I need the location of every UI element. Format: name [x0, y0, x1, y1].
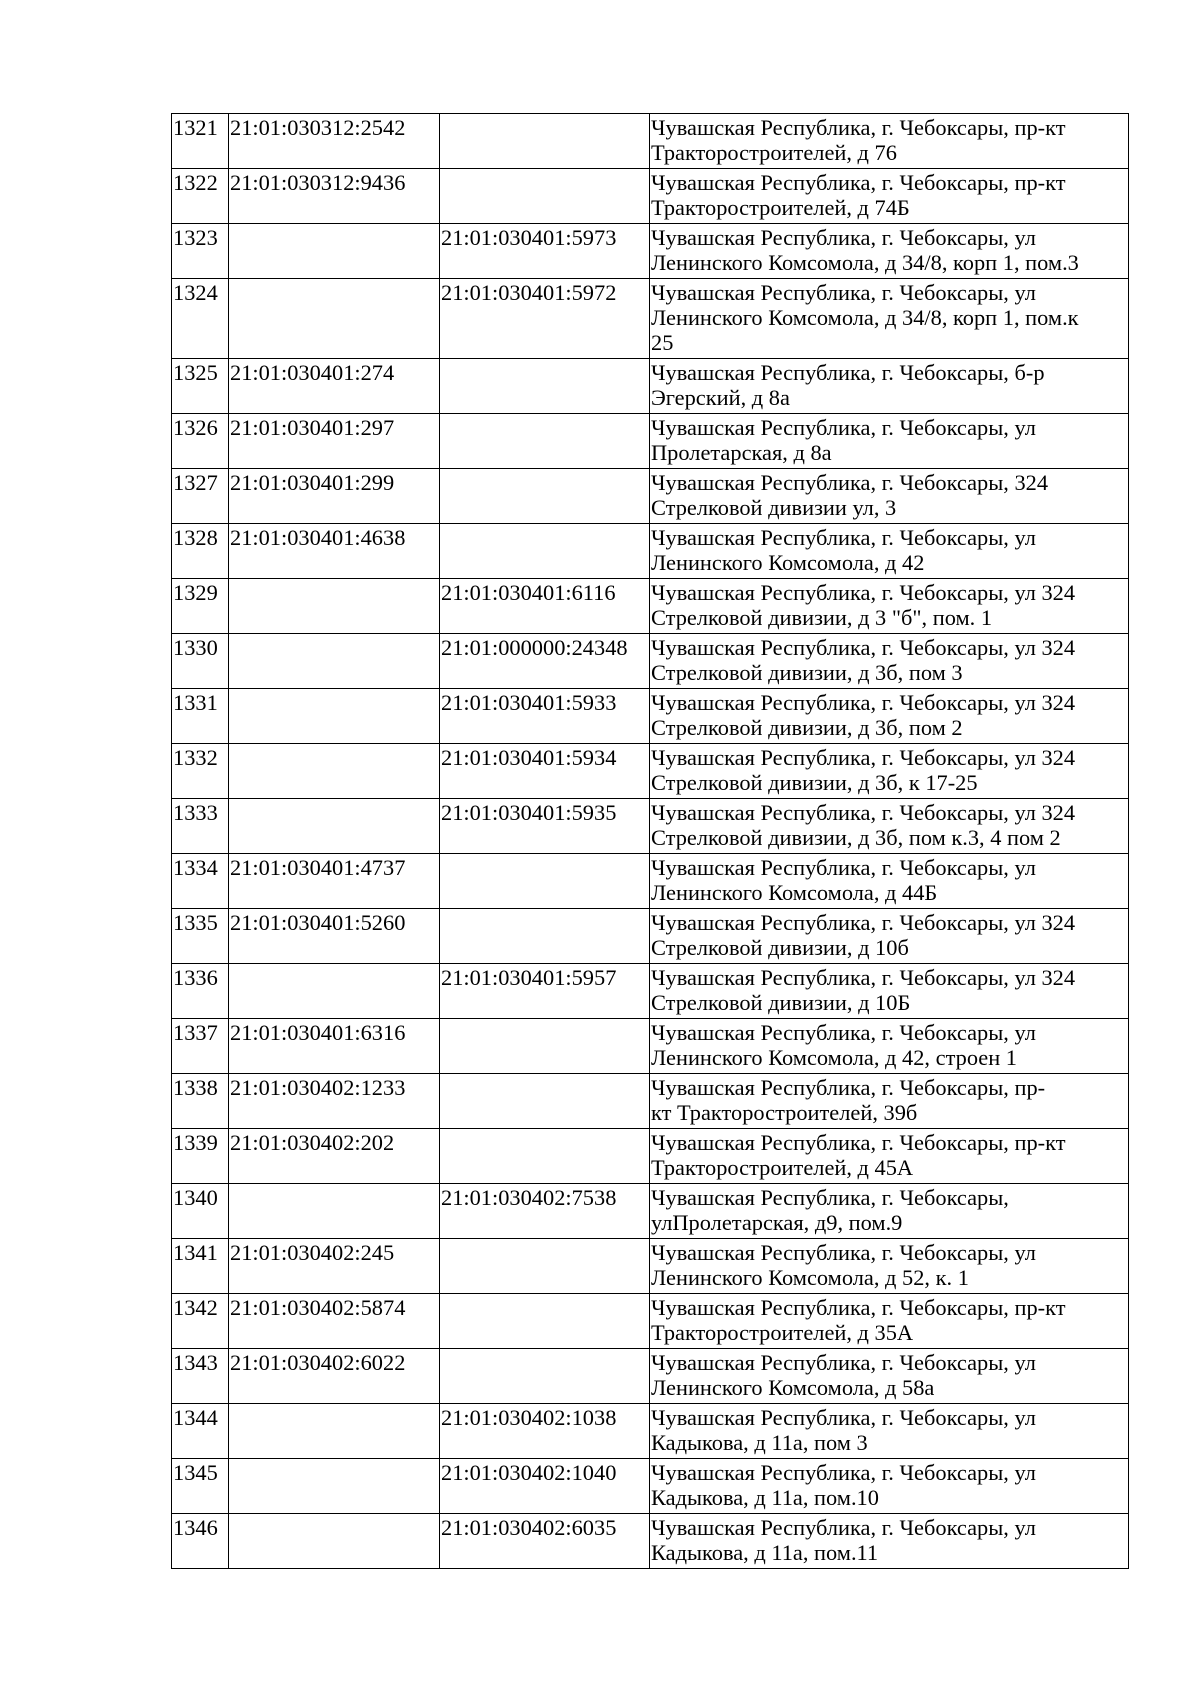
land-cadastral-number [229, 1404, 440, 1459]
table-row [172, 854, 1129, 909]
table-row [172, 114, 1129, 169]
land-cadastral-number: 21:01:030401:297 [229, 414, 440, 469]
land-cadastral-number: 21:01:030402:5874 [229, 1294, 440, 1349]
table-row [172, 224, 1129, 279]
table-row [172, 689, 1129, 744]
property-address: Чувашская Республика, г. Чебоксары, пр-кт Тракторостроителей, д 76 [650, 114, 1129, 169]
property-address: Чувашская Республика, г. Чебоксары, ул Ленинского Комсомола, д 52, к. 1 [650, 1239, 1129, 1294]
object-cadastral-number: 21:01:030402:1038 [440, 1404, 650, 1459]
object-cadastral-number: 21:01:030401:5933 [440, 689, 650, 744]
object-cadastral-number: 21:01:000000:24348 [440, 634, 650, 689]
table-row [172, 279, 1129, 359]
object-cadastral-number [440, 414, 650, 469]
object-cadastral-number: 21:01:030401:5972 [440, 279, 650, 359]
object-cadastral-number [440, 169, 650, 224]
row-number: 1327 [172, 469, 229, 524]
object-cadastral-number: 21:01:030401:6116 [440, 579, 650, 634]
property-address: Чувашская Республика, г. Чебоксары, ул Ленинского Комсомола, д 34/8, корп 1, пом.3 [650, 224, 1129, 279]
row-number: 1324 [172, 279, 229, 359]
object-cadastral-number: 21:01:030401:5973 [440, 224, 650, 279]
property-registry-table [171, 113, 1129, 1569]
registry-table-body [172, 114, 1129, 1569]
row-number: 1339 [172, 1129, 229, 1184]
object-cadastral-number [440, 1239, 650, 1294]
row-number: 1329 [172, 579, 229, 634]
table-row [172, 414, 1129, 469]
land-cadastral-number [229, 744, 440, 799]
row-number: 1343 [172, 1349, 229, 1404]
table-row [172, 799, 1129, 854]
object-cadastral-number [440, 909, 650, 964]
object-cadastral-number [440, 524, 650, 579]
property-address: Чувашская Республика, г. Чебоксары, ул Кадыкова, д 11а, пом.11 [650, 1514, 1129, 1569]
row-number: 1340 [172, 1184, 229, 1239]
land-cadastral-number: 21:01:030401:4638 [229, 524, 440, 579]
row-number: 1322 [172, 169, 229, 224]
table-row [172, 1459, 1129, 1514]
table-row [172, 1349, 1129, 1404]
row-number: 1335 [172, 909, 229, 964]
table-row [172, 524, 1129, 579]
row-number: 1330 [172, 634, 229, 689]
row-number: 1341 [172, 1239, 229, 1294]
land-cadastral-number [229, 1459, 440, 1514]
property-address: Чувашская Республика, г. Чебоксары, ул Пролетарская, д 8а [650, 414, 1129, 469]
table-row [172, 1239, 1129, 1294]
table-row [172, 1129, 1129, 1184]
land-cadastral-number [229, 634, 440, 689]
row-number: 1337 [172, 1019, 229, 1074]
object-cadastral-number [440, 359, 650, 414]
row-number: 1331 [172, 689, 229, 744]
object-cadastral-number: 21:01:030401:5934 [440, 744, 650, 799]
row-number: 1328 [172, 524, 229, 579]
property-address: Чувашская Республика, г. Чебоксары, б-р Эгерский, д 8а [650, 359, 1129, 414]
property-address: Чувашская Республика, г. Чебоксары, ул Ленинского Комсомола, д 44Б [650, 854, 1129, 909]
property-address: Чувашская Республика, г. Чебоксары, ул 324 Стрелковой дивизии, д 3б, пом 2 [650, 689, 1129, 744]
table-row [172, 964, 1129, 1019]
row-number: 1323 [172, 224, 229, 279]
table-row [172, 579, 1129, 634]
property-address: Чувашская Республика, г. Чебоксары, ул 324 Стрелковой дивизии, д 3б, пом к.3, 4 пом 2 [650, 799, 1129, 854]
land-cadastral-number: 21:01:030401:5260 [229, 909, 440, 964]
land-cadastral-number: 21:01:030402:1233 [229, 1074, 440, 1129]
table-row [172, 359, 1129, 414]
land-cadastral-number [229, 964, 440, 1019]
land-cadastral-number [229, 799, 440, 854]
table-row [172, 1294, 1129, 1349]
table-row [172, 1074, 1129, 1129]
land-cadastral-number: 21:01:030401:6316 [229, 1019, 440, 1074]
property-address: Чувашская Республика, г. Чебоксары, 324 Стрелковой дивизии ул, 3 [650, 469, 1129, 524]
object-cadastral-number [440, 1349, 650, 1404]
row-number: 1333 [172, 799, 229, 854]
object-cadastral-number: 21:01:030402:1040 [440, 1459, 650, 1514]
land-cadastral-number: 21:01:030401:299 [229, 469, 440, 524]
property-address: Чувашская Республика, г. Чебоксары, ул Кадыкова, д 11а, пом.10 [650, 1459, 1129, 1514]
property-address: Чувашская Республика, г. Чебоксары, ул 324 Стрелковой дивизии, д 3б, к 17-25 [650, 744, 1129, 799]
property-address: Чувашская Республика, г. Чебоксары, ул 324 Стрелковой дивизии, д 10Б [650, 964, 1129, 1019]
object-cadastral-number [440, 1294, 650, 1349]
object-cadastral-number [440, 854, 650, 909]
land-cadastral-number: 21:01:030402:202 [229, 1129, 440, 1184]
row-number: 1338 [172, 1074, 229, 1129]
object-cadastral-number: 21:01:030402:6035 [440, 1514, 650, 1569]
table-row [172, 1019, 1129, 1074]
row-number: 1326 [172, 414, 229, 469]
object-cadastral-number: 21:01:030402:7538 [440, 1184, 650, 1239]
row-number: 1346 [172, 1514, 229, 1569]
row-number: 1344 [172, 1404, 229, 1459]
property-address: Чувашская Республика, г. Чебоксары, улПролетарская, д9, пом.9 [650, 1184, 1129, 1239]
row-number: 1325 [172, 359, 229, 414]
row-number: 1321 [172, 114, 229, 169]
row-number: 1336 [172, 964, 229, 1019]
property-address: Чувашская Республика, г. Чебоксары, ул Ленинского Комсомола, д 34/8, корп 1, пом.к 25 [650, 279, 1129, 359]
property-address: Чувашская Республика, г. Чебоксары, ул 324 Стрелковой дивизии, д 3б, пом 3 [650, 634, 1129, 689]
property-address: Чувашская Республика, г. Чебоксары, ул 324 Стрелковой дивизии, д 10б [650, 909, 1129, 964]
object-cadastral-number [440, 114, 650, 169]
property-address: Чувашская Республика, г. Чебоксары, пр-кт Тракторостроителей, д 35А [650, 1294, 1129, 1349]
table-row [172, 1514, 1129, 1569]
table-row [172, 1184, 1129, 1239]
land-cadastral-number: 21:01:030402:245 [229, 1239, 440, 1294]
property-address: Чувашская Республика, г. Чебоксары, ул Ленинского Комсомола, д 42 [650, 524, 1129, 579]
object-cadastral-number: 21:01:030401:5957 [440, 964, 650, 1019]
property-address: Чувашская Республика, г. Чебоксары, пр- кт Тракторостроителей, 39б [650, 1074, 1129, 1129]
land-cadastral-number [229, 689, 440, 744]
table-row [172, 1404, 1129, 1459]
land-cadastral-number [229, 224, 440, 279]
land-cadastral-number [229, 579, 440, 634]
table-row [172, 909, 1129, 964]
land-cadastral-number: 21:01:030312:2542 [229, 114, 440, 169]
land-cadastral-number: 21:01:030402:6022 [229, 1349, 440, 1404]
table-row [172, 169, 1129, 224]
property-address: Чувашская Республика, г. Чебоксары, ул Кадыкова, д 11а, пом 3 [650, 1404, 1129, 1459]
property-address: Чувашская Республика, г. Чебоксары, ул Ленинского Комсомола, д 58а [650, 1349, 1129, 1404]
object-cadastral-number [440, 1129, 650, 1184]
land-cadastral-number [229, 1514, 440, 1569]
table-row [172, 744, 1129, 799]
row-number: 1334 [172, 854, 229, 909]
object-cadastral-number [440, 1019, 650, 1074]
land-cadastral-number: 21:01:030312:9436 [229, 169, 440, 224]
object-cadastral-number [440, 1074, 650, 1129]
table-row [172, 634, 1129, 689]
property-address: Чувашская Республика, г. Чебоксары, ул Ленинского Комсомола, д 42, строен 1 [650, 1019, 1129, 1074]
object-cadastral-number: 21:01:030401:5935 [440, 799, 650, 854]
land-cadastral-number: 21:01:030401:274 [229, 359, 440, 414]
object-cadastral-number [440, 469, 650, 524]
land-cadastral-number [229, 1184, 440, 1239]
table-row [172, 469, 1129, 524]
property-address: Чувашская Республика, г. Чебоксары, пр-кт Тракторостроителей, д 45А [650, 1129, 1129, 1184]
property-address: Чувашская Республика, г. Чебоксары, пр-кт Тракторостроителей, д 74Б [650, 169, 1129, 224]
land-cadastral-number [229, 279, 440, 359]
row-number: 1345 [172, 1459, 229, 1514]
row-number: 1332 [172, 744, 229, 799]
row-number: 1342 [172, 1294, 229, 1349]
property-address: Чувашская Республика, г. Чебоксары, ул 324 Стрелковой дивизии, д 3 "б", пом. 1 [650, 579, 1129, 634]
land-cadastral-number: 21:01:030401:4737 [229, 854, 440, 909]
